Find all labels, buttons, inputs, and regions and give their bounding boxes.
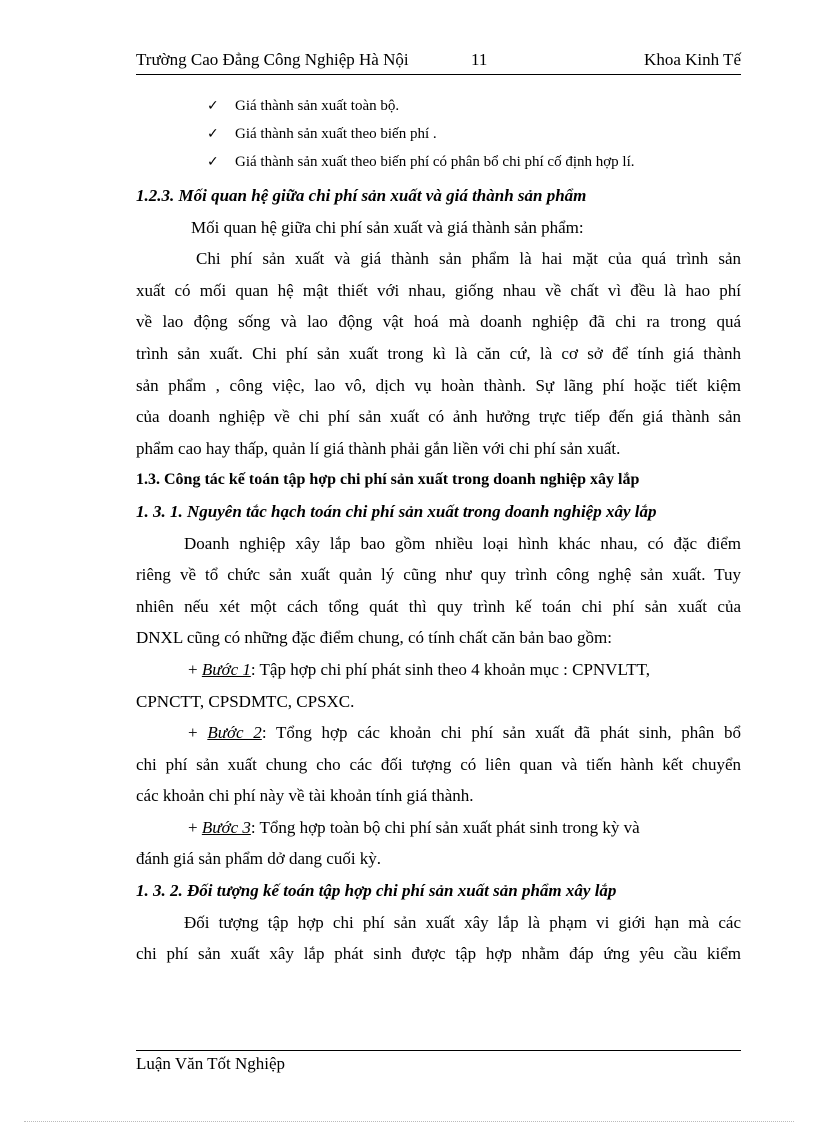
section-1-2-3-heading: 1.2.3. Mối quan hệ giữa chi phí sản xuất và giá thành sản phẩm xyxy=(136,186,587,205)
paragraph-line: riêng về tổ chức sản xuất quản lý cũng như quy trình công nghệ sản xuất. Tuy xyxy=(136,565,741,585)
step-1-label: Bước 1 xyxy=(201,659,251,679)
paragraph-line: phẩm cao hay thấp, quản lí giá thành phải gắn liền với chi phí sản xuất. xyxy=(136,438,621,458)
section-1-3-2-heading: 1. 3. 2. Đối tượng kế toán tập hợp chi phí sản xuất sản phẩm xây lắp xyxy=(136,881,617,901)
step-3: + Bước 3: Tổng hợp toàn bộ chi phí sản xuất phát sinh trong kỳ và xyxy=(188,817,640,837)
paragraph-line: về lao động sống và lao động vật hoá mà doanh nghiệp đã chi ra trong quá xyxy=(136,312,741,332)
step-1-continuation: CPNCTT, CPSDMTC, CPSXC. xyxy=(136,691,355,711)
paragraph: Mối quan hệ giữa chi phí sản xuất và giá thành sản phẩm: xyxy=(191,217,584,237)
page-edge-divider xyxy=(24,1121,794,1122)
paragraph-line: Chi phí sản xuất và giá thành sản phẩm là hai mặt của quá trình sản xyxy=(196,249,741,269)
paragraph-line: Đối tượng tập hợp chi phí sản xuất xây lắp là phạm vi giới hạn mà các xyxy=(184,912,741,932)
step-1: + Bước 1: Tập hợp chi phí phát sinh theo 4 khoản mục : CPNVLTT, xyxy=(188,659,651,679)
cost-type-checklist xyxy=(207,92,747,176)
section-1-3-1-heading: 1. 3. 1. Nguyên tắc hạch toán chi phí sản xuất trong doanh nghiệp xây lắp xyxy=(136,501,657,521)
header-faculty: Khoa Kinh Tế xyxy=(644,50,741,69)
step-2-continuation: các khoản chi phí này về tài khoản tính giá thành. xyxy=(136,786,474,806)
header-school: Trường Cao Đẳng Công Nghiệp Hà Nội xyxy=(136,50,409,69)
paragraph-line: Doanh nghiệp xây lắp bao gồm nhiều loại hình khác nhau, có đặc điểm xyxy=(184,533,741,553)
step-2-continuation: chi phí sản xuất chung cho các đối tượng có liên quan và tiến hành kết chuyển xyxy=(136,754,741,774)
checklist-item: ✓ Giá thành sản xuất theo biến phí . xyxy=(207,120,747,148)
checkmark-icon: ✓ xyxy=(207,126,219,142)
page-footer: Luận Văn Tốt Nghiệp xyxy=(136,1054,286,1073)
step-2: + Bước 2: Tổng hợp các khoản chi phí sản xuất đã phát sinh, phân bổ xyxy=(188,723,741,743)
page-header xyxy=(136,48,741,75)
step-3-continuation: đánh giá sản phẩm dở dang cuối kỳ. xyxy=(136,849,382,869)
checkmark-icon: ✓ xyxy=(207,98,219,114)
section-1-3-heading: 1.3. Công tác kế toán tập hợp chi phí sản xuất trong doanh nghiệp xây lắp xyxy=(136,471,640,489)
paragraph-line: của doanh nghiệp về chi phí sản xuất có ảnh hưởng trực tiếp đến giá thành sản xyxy=(136,407,741,427)
paragraph-line: DNXL cũng có những đặc điểm chung, có tính chất căn bản bao gồm: xyxy=(136,628,612,648)
step-2-label: Bước 2 xyxy=(207,723,262,743)
footer-divider xyxy=(136,1050,741,1051)
checklist-item: ✓ Giá thành sản xuất toàn bộ. xyxy=(207,92,747,120)
paragraph-line: xuất có mối quan hệ mật thiết với nhau, giống nhau về chất vì đều là hao phí xyxy=(136,280,741,300)
checkmark-icon: ✓ xyxy=(207,154,219,170)
paragraph-line: nhiên nếu xét một cách tổng quát thì quy trình kế toán chi phí sản xuất của xyxy=(136,596,741,616)
paragraph-line: trình sản xuất. Chi phí sản xuất trong kì là căn cứ, là cơ sở để tính giá thành xyxy=(136,343,741,363)
step-3-label: Bước 3 xyxy=(201,817,251,837)
paragraph-line: sản phẩm , công việc, lao vô, dịch vụ hoàn thành. Sự lãng phí hoặc tiết kiệm xyxy=(136,375,741,395)
body-content xyxy=(136,180,741,970)
checklist-item: ✓ Giá thành sản xuất theo biến phí có phân bổ chi phí cố định hợp lí. xyxy=(207,148,747,176)
paragraph-line: chi phí sản xuất xây lắp phát sinh được tập hợp nhằm đáp ứng yêu cầu kiểm xyxy=(136,944,741,964)
header-page-number: 11 xyxy=(471,50,488,69)
